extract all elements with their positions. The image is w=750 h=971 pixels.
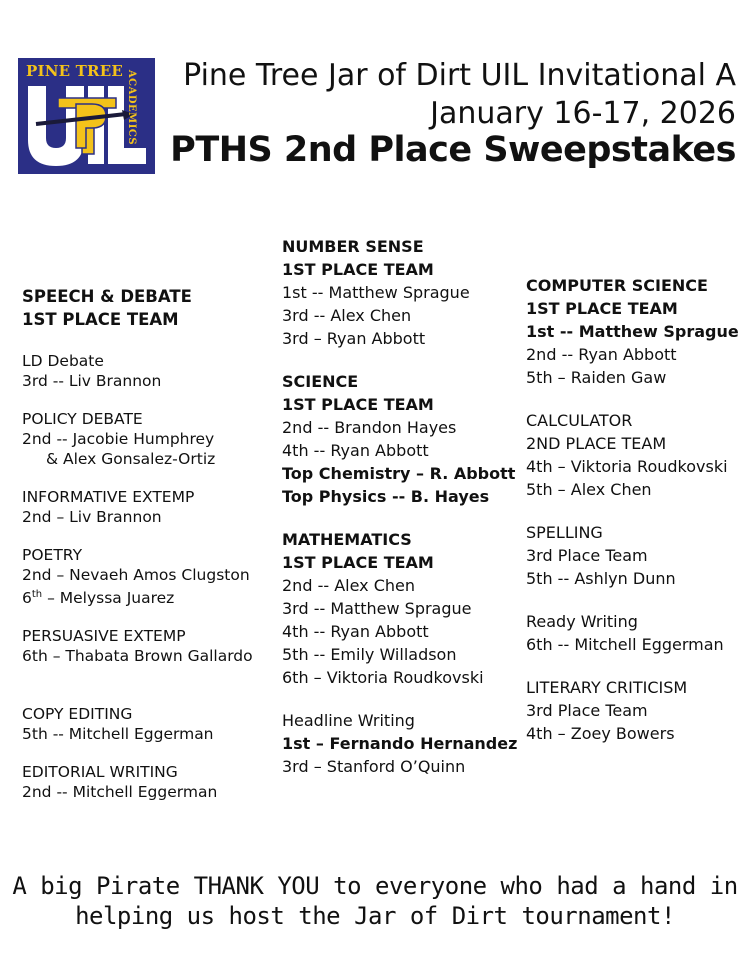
event-date: January 16-17, 2026 — [430, 96, 736, 131]
section-title-computer-science: COMPUTER SCIENCE — [526, 276, 708, 295]
event-name: SPELLING — [526, 523, 603, 542]
team-placement: 1ST PLACE TEAM — [282, 395, 434, 414]
result-line: 4th -- Ryan Abbott — [282, 441, 429, 460]
event-name: Ready Writing — [526, 612, 638, 631]
result-line: 4th – Viktoria Roudkovski — [526, 457, 728, 476]
thank-you-line-2: helping us host the Jar of Dirt tournament! — [75, 902, 675, 930]
result-line: 1st -- Matthew Sprague — [282, 283, 470, 302]
result-line: 5th -- Emily Willadson — [282, 645, 457, 664]
section-title-science: SCIENCE — [282, 372, 359, 391]
result-line: 3rd -- Liv Brannon — [22, 372, 162, 390]
logo-pine-tree-text: PINE TREE — [26, 62, 123, 80]
team-placement: 3rd Place Team — [526, 701, 648, 720]
team-placement: 1ST PLACE TEAM — [526, 299, 678, 318]
event-name: POLICY DEBATE — [22, 410, 143, 428]
event-name: LITERARY CRITICISM — [526, 678, 688, 697]
result-line: 2nd – Liv Brannon — [22, 508, 162, 526]
team-placement: 1ST PLACE TEAM — [282, 553, 434, 572]
event-name: LD Debate — [22, 352, 104, 370]
result-line: 1st -- Matthew Sprague — [526, 322, 739, 341]
result-line: 6th – Viktoria Roudkovski — [282, 668, 484, 687]
uil-logo — [18, 58, 155, 174]
results-column-2 — [282, 235, 522, 778]
result-line: 3rd -- Alex Chen — [282, 306, 412, 325]
results-column-3 — [526, 274, 746, 745]
result-line: 2nd -- Jacobie Humphrey — [22, 430, 215, 448]
result-line: 5th – Raiden Gaw — [526, 368, 667, 387]
event-name: PERSUASIVE EXTEMP — [22, 627, 186, 646]
event-name: EDITORIAL WRITING — [22, 763, 178, 782]
result-line: 6th – Melyssa Juarez — [22, 589, 175, 608]
event-title: Pine Tree Jar of Dirt UIL Invitational A — [183, 58, 736, 93]
result-line: & Alex Gonsalez-Ortiz — [46, 450, 216, 468]
result-line: 5th -- Ashlyn Dunn — [526, 569, 676, 588]
result-line: 5th -- Mitchell Eggerman — [22, 725, 214, 744]
result-line: 3rd – Ryan Abbott — [282, 329, 426, 348]
event-name: INFORMATIVE EXTEMP — [22, 488, 195, 506]
sweepstakes-title: PTHS 2nd Place Sweepstakes — [170, 130, 736, 170]
team-placement: 3rd Place Team — [526, 546, 648, 565]
event-name: Headline Writing — [282, 711, 415, 730]
result-line: 3rd -- Matthew Sprague — [282, 599, 472, 618]
result-line: 2nd -- Brandon Hayes — [282, 418, 457, 437]
result-line: 2nd -- Mitchell Eggerman — [22, 783, 218, 802]
result-line: 4th – Zoey Bowers — [526, 724, 675, 743]
team-placement: 1ST PLACE TEAM — [22, 310, 179, 329]
logo-academics-text: ACADEMICS — [125, 69, 137, 146]
result-line: 5th – Alex Chen — [526, 480, 652, 499]
result-line: Top Chemistry – R. Abbott — [282, 464, 516, 483]
event-name: CALCULATOR — [526, 411, 633, 430]
thank-you-line-1: A big Pirate THANK YOU to everyone who had a hand in — [12, 872, 738, 900]
event-name: POETRY — [22, 546, 83, 564]
section-title-speech: SPEECH & DEBATE — [22, 287, 192, 306]
section-title-mathematics: MATHEMATICS — [282, 530, 412, 549]
result-line: 2nd -- Ryan Abbott — [526, 345, 677, 364]
result-line: 2nd – Nevaeh Amos Clugston — [22, 566, 250, 584]
result-line: 2nd -- Alex Chen — [282, 576, 415, 595]
result-line: 6th – Thabata Brown Gallardo — [22, 647, 253, 666]
result-line: 4th -- Ryan Abbott — [282, 622, 429, 641]
event-name: COPY EDITING — [22, 705, 133, 724]
result-line: 1st – Fernando Hernandez — [282, 734, 518, 753]
team-placement: 2ND PLACE TEAM — [526, 434, 667, 453]
section-title-number-sense: NUMBER SENSE — [282, 237, 424, 256]
result-line: Top Physics -- B. Hayes — [282, 487, 490, 506]
result-line: 3rd – Stanford O’Quinn — [282, 757, 466, 776]
result-line: 6th -- Mitchell Eggerman — [526, 635, 724, 654]
results-column-1 — [22, 285, 272, 802]
team-placement: 1ST PLACE TEAM — [282, 260, 434, 279]
